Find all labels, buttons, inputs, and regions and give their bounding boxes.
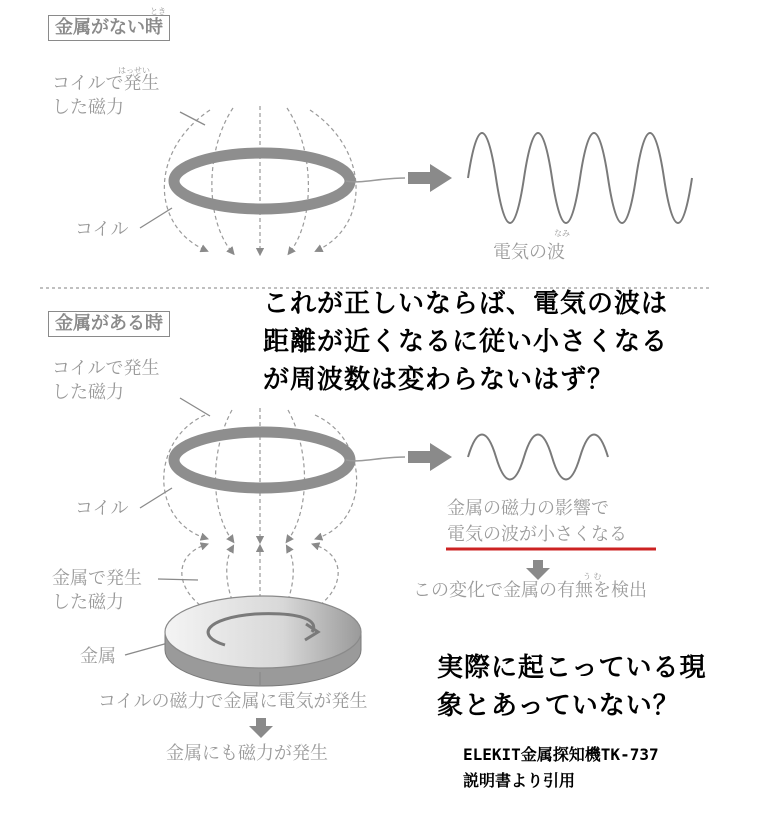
bottom-section-title: 金属がある時	[48, 311, 170, 337]
question2-line2: 象とあっていない？	[437, 691, 680, 721]
bottom-coil-field-label-line1: コイルで発生	[52, 358, 160, 379]
metal-magnet-label: 金属にも磁力が発生	[166, 743, 328, 764]
bottom-coil-pointer	[140, 488, 172, 508]
bottom-arrow	[408, 443, 452, 471]
induction-label: コイルの磁力で金属に電気が発生	[98, 691, 368, 712]
question2-line1: 実際に起こっている現	[437, 653, 707, 683]
top-title-ruby: とき	[150, 7, 166, 16]
top-coil-pointer	[140, 208, 172, 228]
top-coil-label: コイル	[75, 219, 129, 240]
metal-pointer	[125, 643, 168, 655]
metal-field-label-line2: した磁力	[52, 592, 124, 613]
metal-label: 金属	[80, 646, 116, 667]
top-field-lines	[164, 106, 356, 252]
citation-line2: 説明書より引用	[463, 771, 576, 790]
detect-down-arrow	[526, 560, 550, 580]
question1-line3: が周波数は変わらないはず？	[263, 365, 615, 395]
question1-line2: 距離が近くなるに従い小さくなる	[263, 327, 669, 357]
top-coil-field-pointer	[180, 112, 205, 125]
top-coil-field-label-line1: コイルで発生	[52, 73, 160, 94]
bottom-wave	[468, 435, 608, 480]
bottom-coil-field-label-line2: した磁力	[52, 382, 124, 403]
top-arrow	[408, 164, 452, 192]
detect-label: この変化で金属の有無を検出	[413, 580, 647, 601]
question1-line1: これが正しいならば、電気の波は	[263, 289, 669, 319]
bottom-coil-label: コイル	[75, 498, 129, 519]
top-wave	[468, 133, 692, 223]
top-section-title: 金属がない時	[48, 15, 170, 41]
effect-label-line2: 電気の波が小さくなる	[447, 524, 627, 545]
top-coil-field-label-line2: した磁力	[52, 97, 124, 118]
wave-ruby: なみ	[554, 229, 570, 238]
bottom-coil-field-pointer	[180, 398, 210, 416]
top-wave-label: 電気の波	[493, 242, 565, 263]
detect-ruby: う む	[583, 572, 602, 581]
induction-down-arrow	[249, 718, 273, 738]
bottom-coil	[174, 432, 350, 488]
metal-field-pointer	[158, 579, 198, 580]
citation-line1: ELEKIT金属探知機TK-737	[463, 745, 659, 764]
top-coil	[174, 153, 350, 209]
metal-field-label-line1: 金属で発生	[52, 568, 142, 589]
top-field-ruby: はっせい	[118, 66, 150, 75]
effect-label-line1: 金属の磁力の影響で	[447, 498, 609, 519]
metal-disk	[165, 596, 361, 686]
